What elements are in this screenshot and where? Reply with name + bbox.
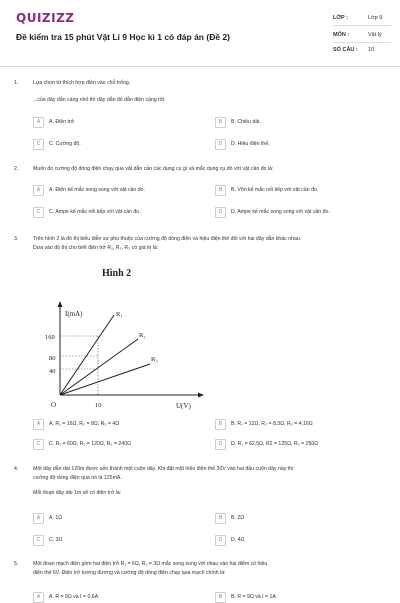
meta-value: Vật lý [368,32,382,38]
question-number: 1. [14,80,19,86]
option-letter: A [33,117,44,128]
option-letter: A [33,185,44,196]
option-text: D. 4Ω [231,536,245,543]
option-text: C. R₁ = 60Ω, R₂ = 120Ω, R₃ = 240Ω [49,440,131,447]
meta-key: MÔN : [333,32,350,38]
option-text: B. 2Ω [231,514,245,521]
option-letter: D [215,139,226,150]
line-label-r2: R₂ [139,332,146,339]
option-text: C. Ampe kế mắc nối tiếp với vật cần đo. [49,208,141,215]
line-r1 [60,315,114,395]
question-text: Muốn đo cường độ dòng điện chạy qua vật dẫn cần các dụng cụ gì và mắc dụng cụ đó với vật cần đo là: [33,166,274,172]
line-label-r1: R₁ [116,311,123,318]
option-letter: A [33,592,44,603]
option-letter: B [215,419,226,430]
option-text: A. 1Ω [49,514,63,521]
meta-key: SỐ CÂU : [333,47,358,53]
option-text: C. 3Ω [49,536,63,543]
figure-title: Hình 2 [102,268,132,279]
line-r3 [60,364,150,395]
option-text: A. Điện kế mắc song song với vật cần đo. [49,186,145,193]
line-r2 [60,339,138,395]
line-label-r3: R₃ [151,356,158,363]
option-text: B. R₁ = 12Ω, R₂ = 8,3Ω, R₃ = 4,16Ω [231,420,313,427]
question-text: Lựa chọn từ thích hợp điền vào chỗ trống. [33,80,131,86]
question-text-line1: Một dây dẫn dài 120m được uốn thành một cuộn dây. Khi đặt một hiệu điện thế 30V vào hai đầu cuộn dây này thì [33,466,294,472]
option-letter: A [33,513,44,524]
option-letter: B [215,513,226,524]
option-letter: B [215,592,226,603]
origin-label: O [51,401,57,409]
option-text: C. Cường độ. [49,140,81,147]
x-tick-label: 10 [95,402,102,409]
option-text: B. Chiều dài. [231,118,261,125]
option-letter: C [33,439,44,450]
option-letter: D [215,439,226,450]
option-text: B. R = 9Ω và I = 1A [231,593,276,600]
option-letter: D [215,535,226,546]
y-tick-label: 80 [49,355,56,362]
option-text: D. R₁ = 62,5Ω, R2 = 125Ω, R₃ = 250Ω [231,440,319,447]
divider [333,42,391,43]
x-axis-arrow [198,393,204,398]
meta-value: 10 [368,47,375,53]
option-text: D. Ampe kế mắc song song với vật cần đo. [231,208,330,215]
option-letter: B [215,117,226,128]
question-number: 2. [14,166,19,172]
question-text-line2: Dựa vào đồ thị cho biết điện trở R₁, R₂, R₃ có giá trị là: [33,245,159,251]
option-letter: C [33,207,44,218]
option-letter: D [215,207,226,218]
option-letter: C [33,139,44,150]
graph-hinh-2 [32,261,212,413]
x-axis-label: U(V) [176,402,191,410]
y-tick-label: 40 [49,368,56,375]
option-letter: B [215,185,226,196]
question-text-line2: điện thế 6V. Điện trở tương đương và cường độ dòng điện chạy qua mạch chính là: [33,570,226,576]
page-title: Đề kiểm tra 15 phút Vật Lí 9 Học kì 1 có đáp án (Đề 2) [16,32,230,42]
question-subtext: ...của dây dẫn càng nhỏ thì dây dẫn đó dẫn điện càng tốt. [33,97,166,103]
question-text-line2: cường độ dòng điện qua nó là 125mA. [33,475,122,481]
y-axis-arrow [58,301,63,307]
option-text: A. R₁ = 16Ω, R₂ = 8Ω, R₃ = 4Ω [49,420,120,427]
quizizz-logo: QUIZIZZ [16,11,75,25]
option-text: D. Hiệu điện thế. [231,140,270,147]
option-letter: C [33,535,44,546]
option-text: A. Điện trở. [49,118,76,125]
question-number: 4. [14,466,19,472]
question-subtext: Mỗi đoạn dây dài 1m sẽ có điện trở là: [33,490,122,496]
y-tick-label: 160 [45,334,55,341]
option-text: B. Vôn kế mắc nối tiếp với vật cần đo. [231,186,319,193]
meta-value: Lớp 9 [368,15,383,21]
question-number: 3. [14,236,19,242]
question-number: 5. [14,561,19,567]
option-letter: A [33,419,44,430]
divider [333,25,391,26]
question-text-line1: Trên hình 2 là đồ thị biểu diễn sự phụ thuộc của cường độ dòng điện và hiệu điện thế đối với hai dây dẫn khác nhau. [33,236,302,242]
option-text: A. R = 9Ω và I = 0,6A [49,593,99,600]
y-axis-label: I(mA) [65,310,83,318]
meta-key: LỚP : [333,15,348,21]
question-text-line1: Một đoạn mạch điện gồm hai điện trở R₁ = 6Ω, R₂ = 3Ω mắc song song với nhau vào hai điểm có hiệu [33,561,268,567]
worksheet-header [0,0,400,67]
